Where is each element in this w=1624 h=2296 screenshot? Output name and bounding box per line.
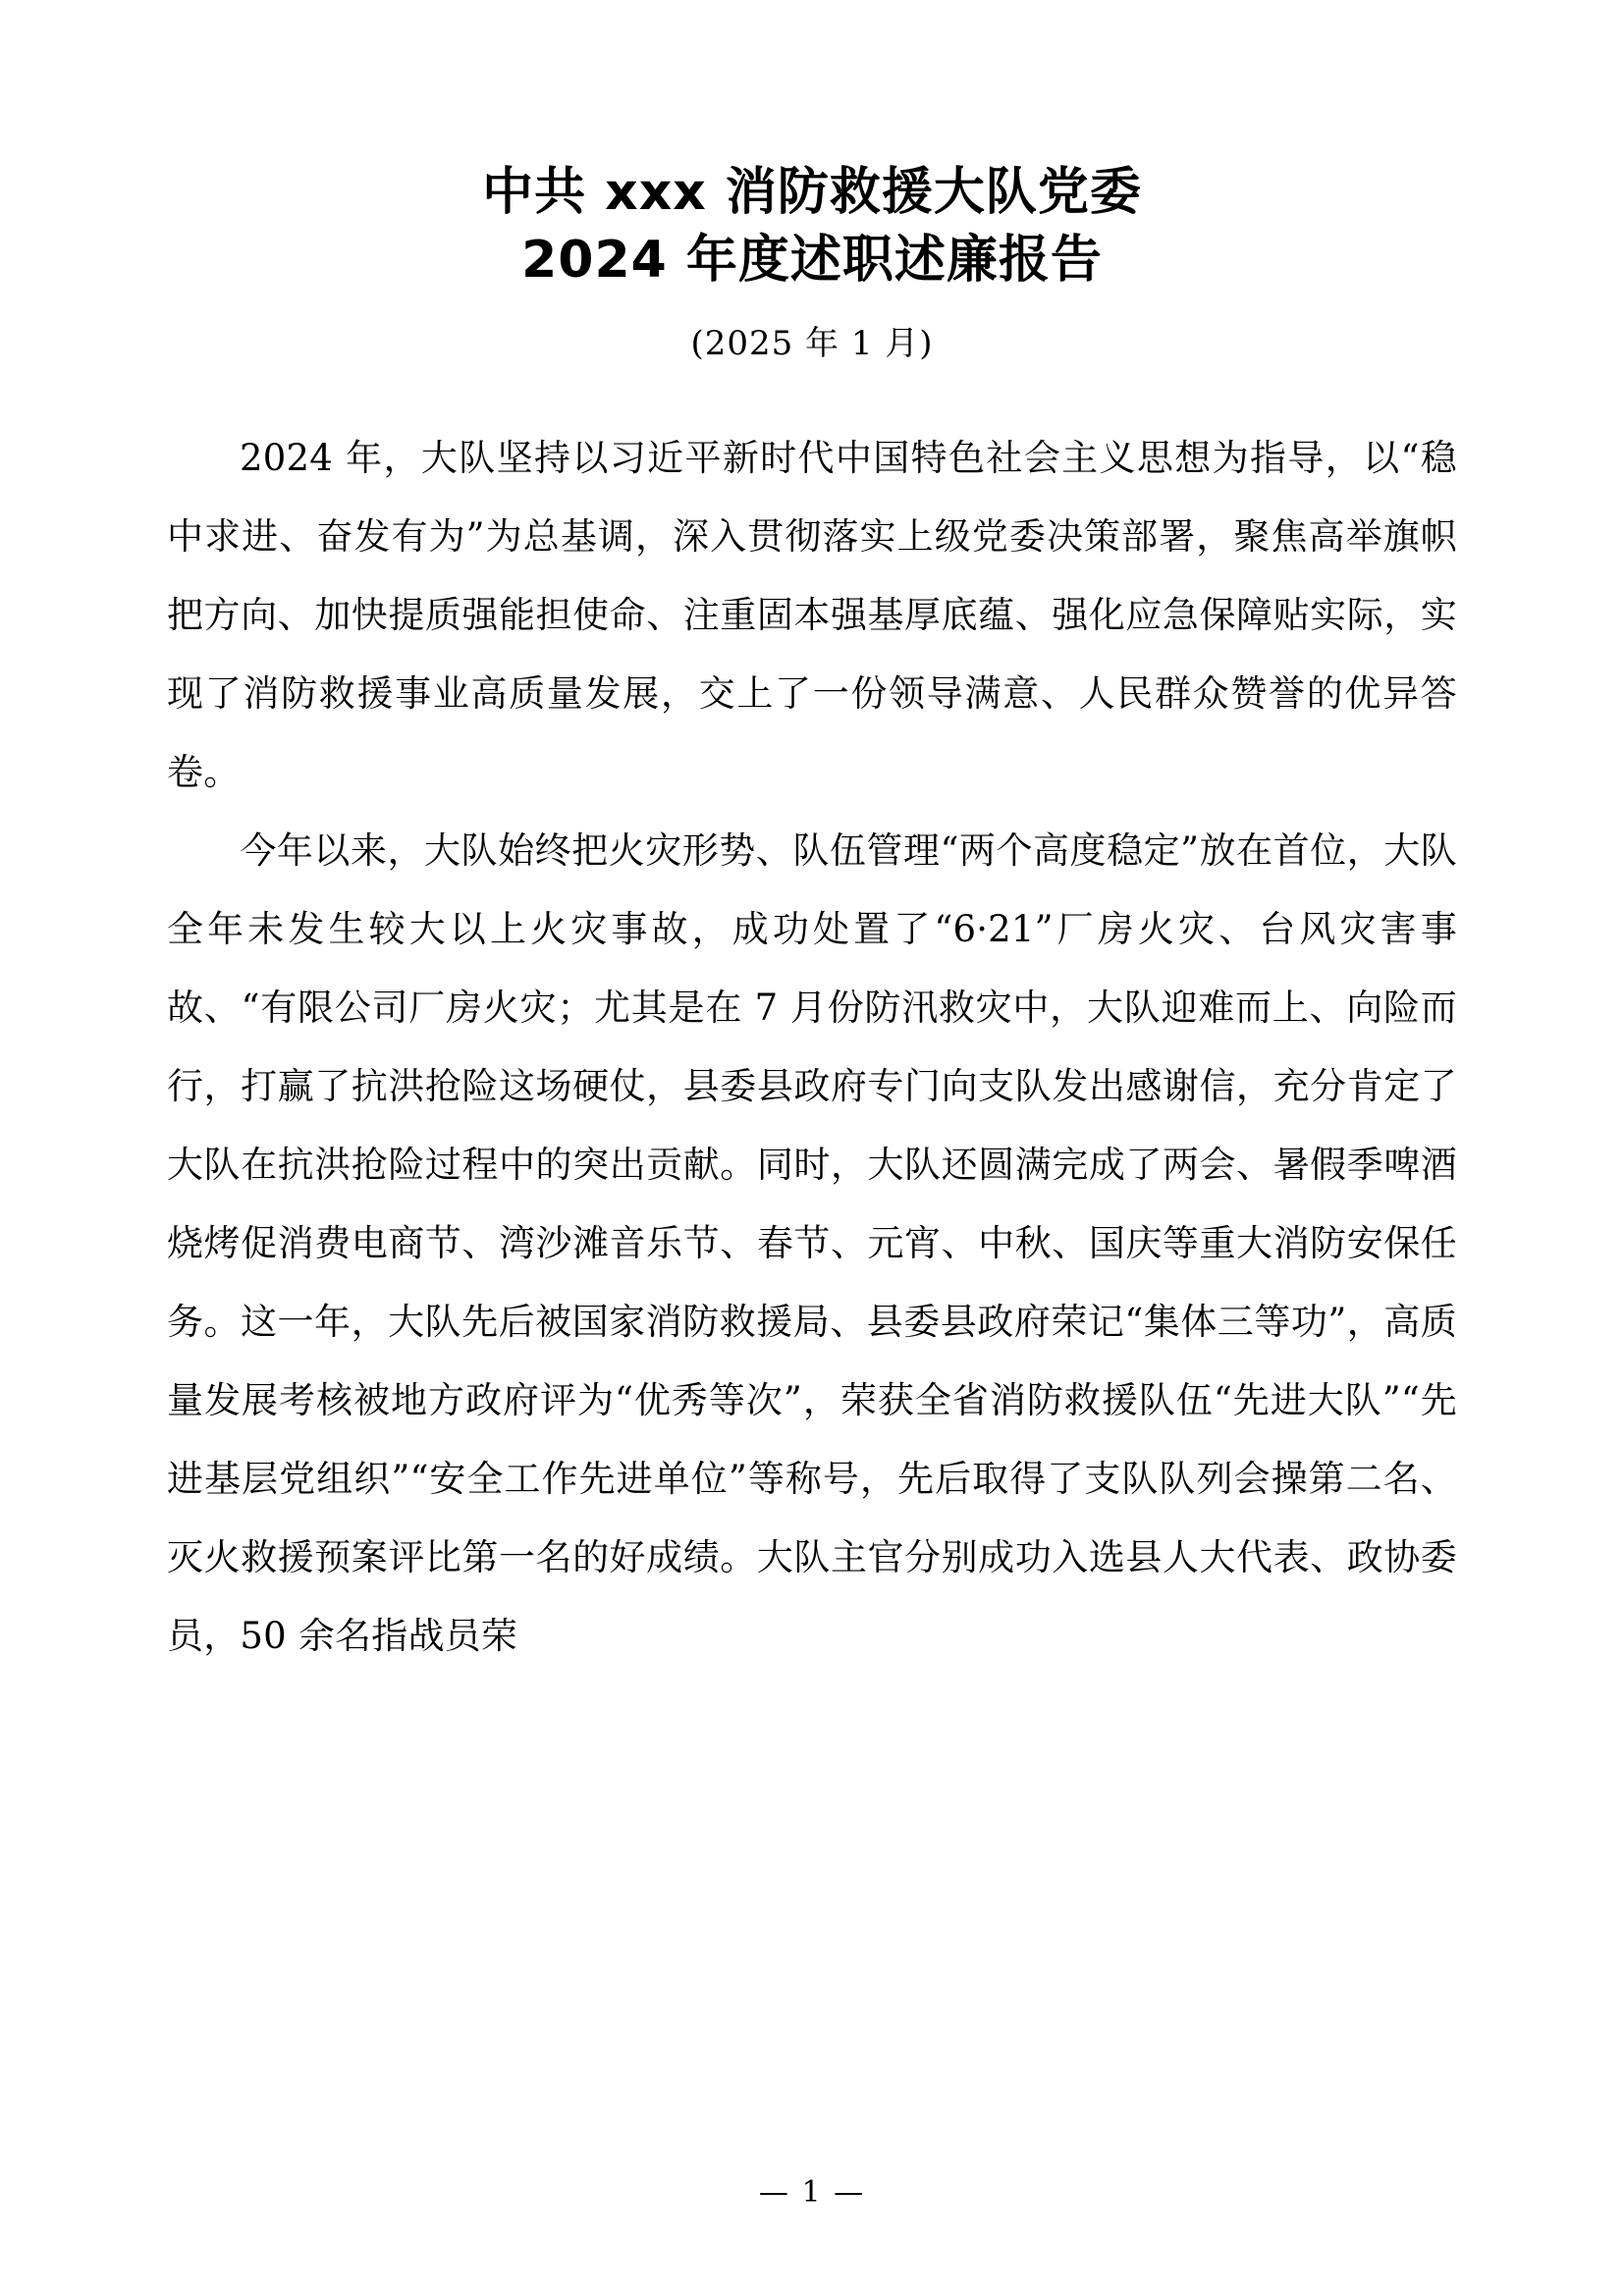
document-body — [167, 419, 1457, 1676]
paragraph-1 — [167, 419, 1457, 812]
document-title-line-2: 2024 年度述职述廉报告 — [521, 230, 1103, 290]
page-number: — 1 — — [758, 2175, 866, 2210]
paragraph-2-text: 今年以来，大队始终把火灾形势、队伍管理“两个高度稳定”放在首位，大队全年未发生较大以上火灾事故，成功处置了“6·21”厂房火灾、台风灾害事故、“有限公司厂房火灾；尤其是在 7 月份防汛救灾中，大队迎难而上、向险而行，打赢了抗洪抢险这场硬仗，县委县政府专门向支队发出感谢信，充分肯定了大队在抗洪抢险过程中的突出贡献。同时，大队还圆满完成了两会、暑假季啤酒烧烤促消费电商节、湾沙滩音乐节、春节、元宵、中秋、国庆等重大消防安保任务。这一年，大队先后被国家消防救援局、县委县政府荣记“集体三等功”，高质量发展考核被地方政府评为“优秀等次”，荣获全省消防救援队伍“先进大队”“先进基层党组织”“安全工作先进单位”等称号，先后取得了支队队列会操第二名、灭火救援预案评比第一名的好成绩。大队主官分别成功入选县人大代表、政协委员，50 余名指战员荣 — [167, 828, 1457, 1657]
paragraph-2 — [167, 812, 1457, 1676]
paragraph-1-text: 2024 年，大队坚持以习近平新时代中国特色社会主义思想为指导，以“稳中求进、奋发有为”为总基调，深入贯彻落实上级党委决策部署，聚焦高举旗帜把方向、加快提质强能担使命、注重固本强基厚底蕴、强化应急保障贴实际，实现了消防救援事业高质量发展，交上了一份领导满意、人民群众赞誉的优异答卷。 — [167, 436, 1457, 793]
document-date-subtitle: (2025 年 1 月) — [690, 324, 934, 364]
title-block — [167, 159, 1457, 368]
document-title-line-1: 中共 xxx 消防救援大队党委 — [482, 163, 1142, 222]
